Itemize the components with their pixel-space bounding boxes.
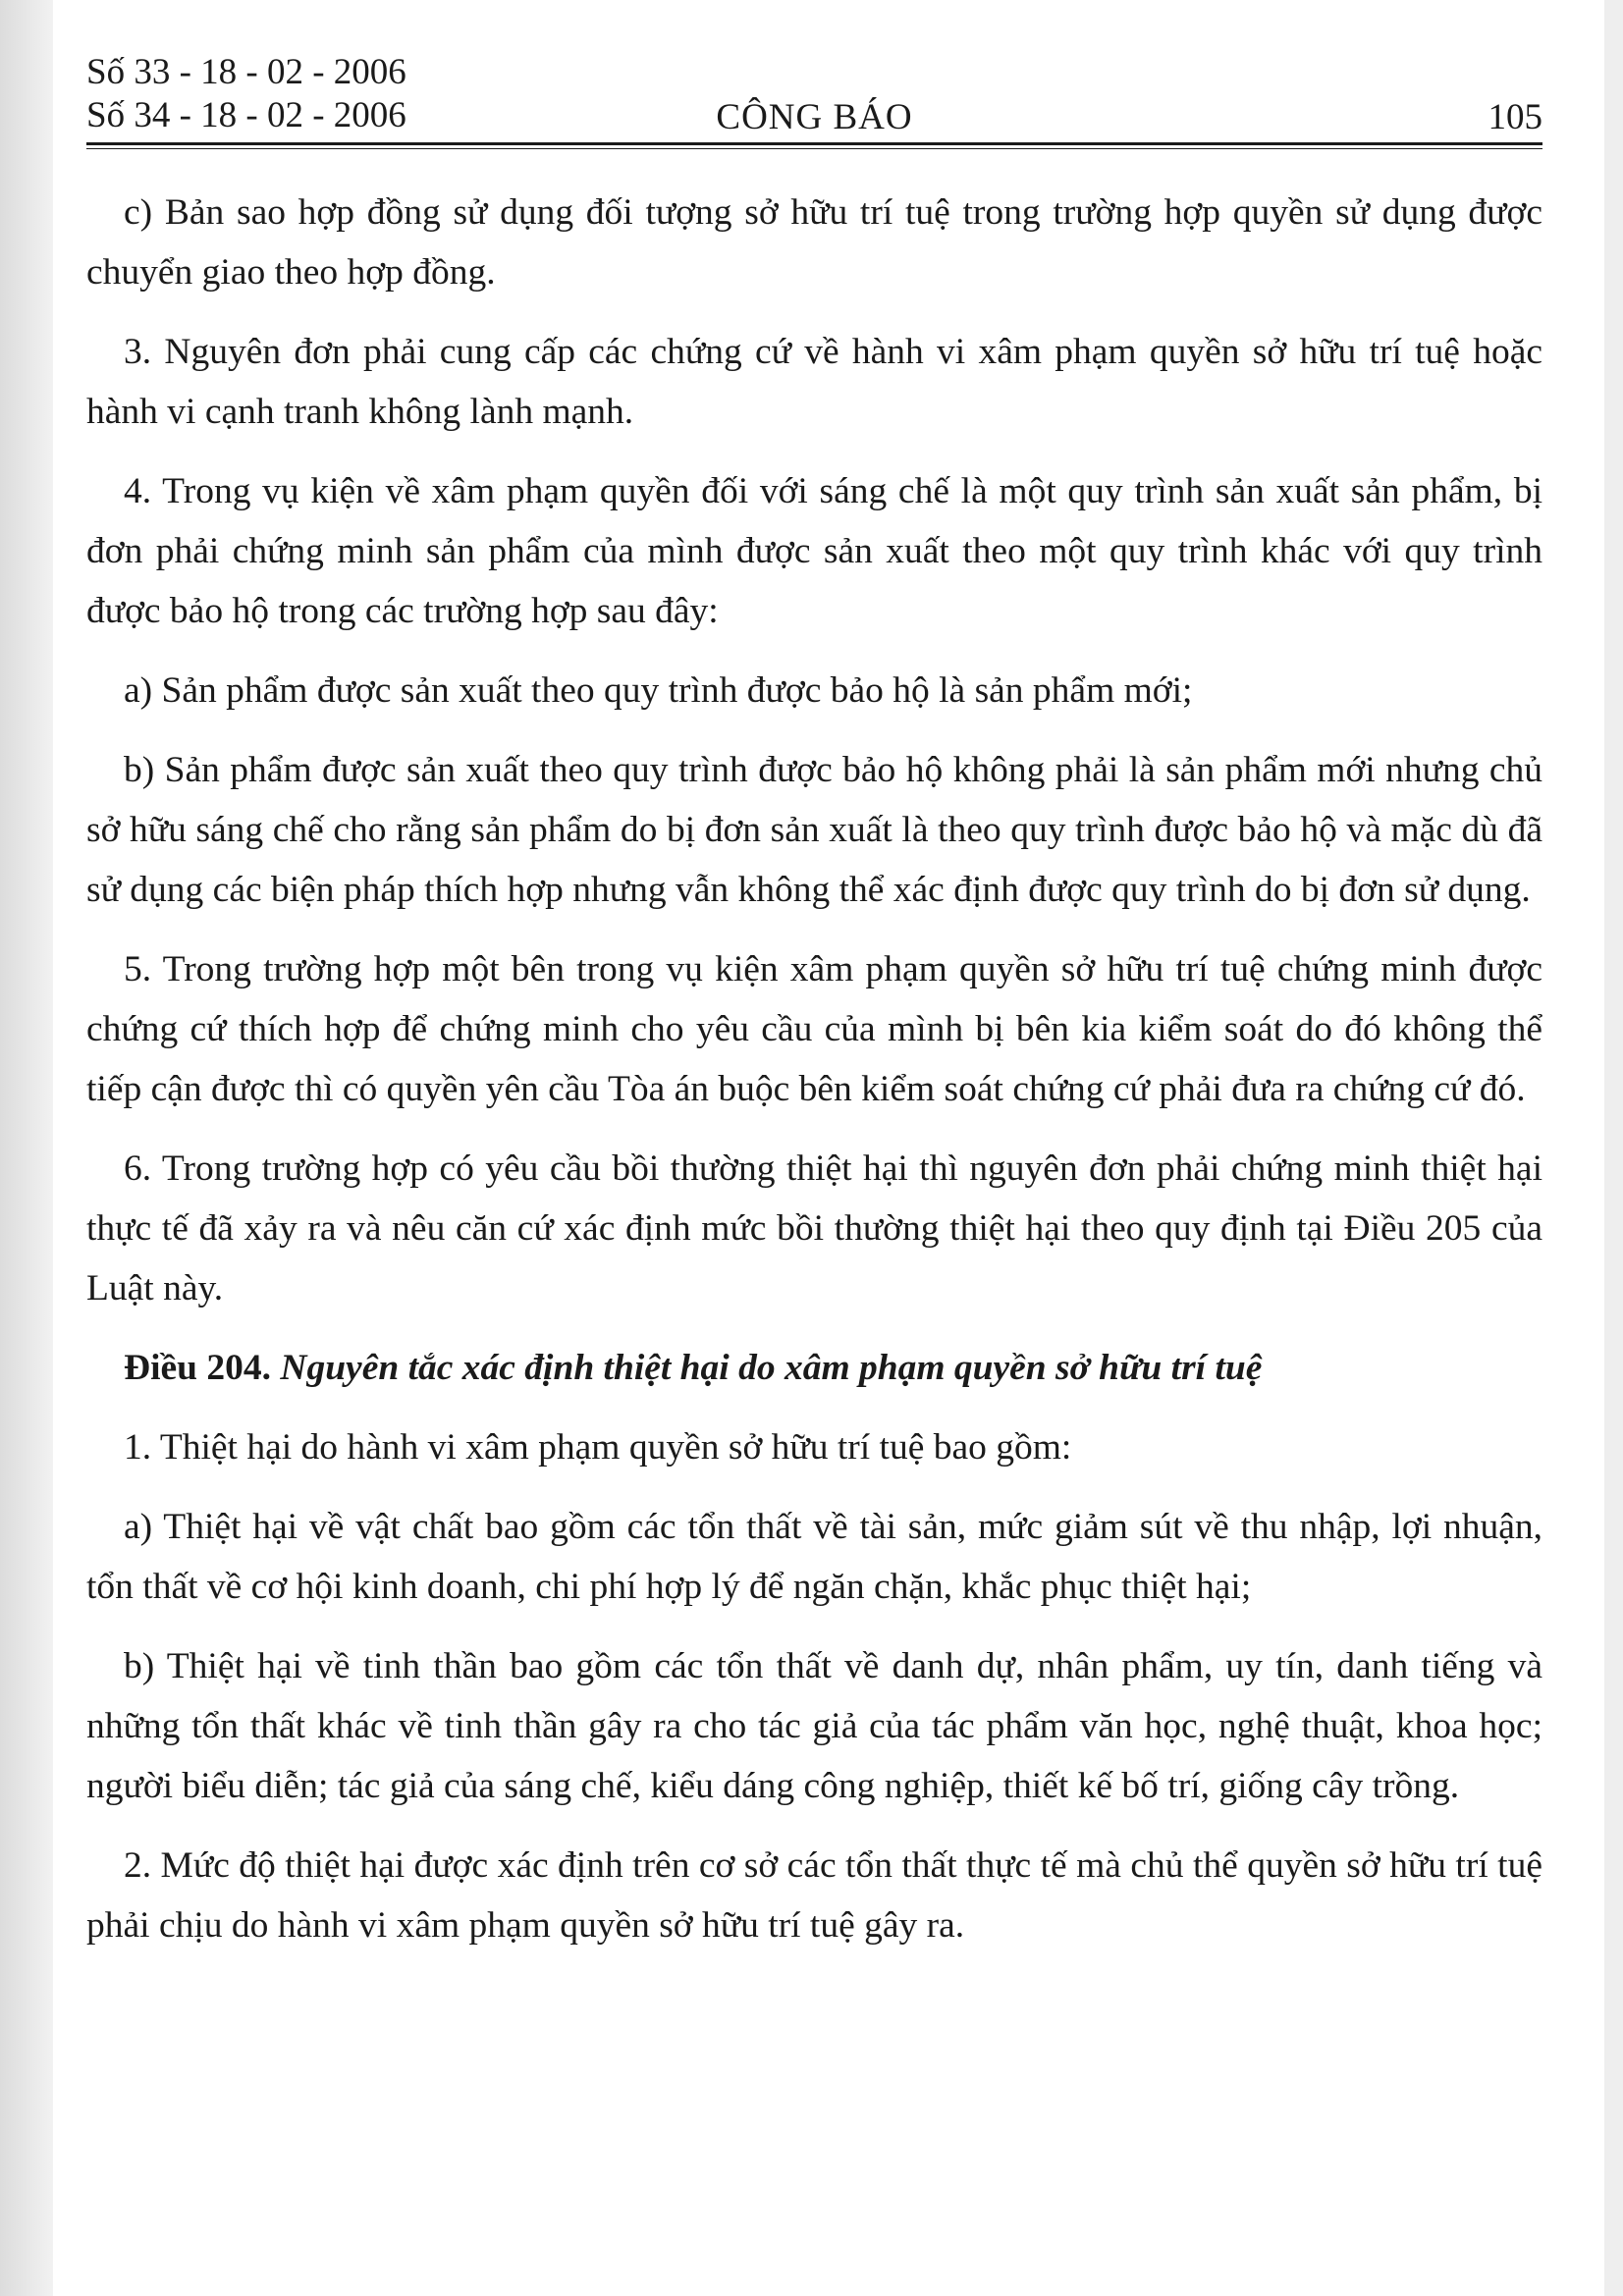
- document-body: [86, 183, 1542, 1975]
- issue-number-line-2: Số 34 - 18 - 02 - 2006: [86, 95, 406, 135]
- article-heading: [86, 1338, 1542, 1398]
- article-number: Điều 204.: [124, 1348, 271, 1388]
- page-number: 105: [1488, 97, 1542, 137]
- article-paragraph-1: 1. Thiệt hại do hành vi xâm phạm quyền sở hữu trí tuệ bao gồm:: [124, 1427, 1072, 1468]
- article-paragraph-1a: a) Thiệt hại về vật chất bao gồm các tổn thất về tài sản, mức giảm sút về thu nhập, lợi nhuận, tổn thất về cơ hội kinh doanh, chi phí hợp lý để ngăn chặn, khắc phục thiệt hại;: [86, 1507, 1542, 1607]
- header-divider-thick: [86, 142, 1542, 145]
- paragraph-clause-3: 3. Nguyên đơn phải cung cấp các chứng cứ về hành vi xâm phạm quyền sở hữu trí tuệ hoặc hành vi cạnh tranh không lành mạnh.: [86, 332, 1542, 432]
- issue-number-line-1: Số 33 - 18 - 02 - 2006: [86, 52, 406, 92]
- article-paragraph-2: 2. Mức độ thiệt hại được xác định trên cơ sở các tổn thất thực tế mà chủ thể quyền sở hữu trí tuệ phải chịu do hành vi xâm phạm quyền sở hữu trí tuệ gây ra.: [86, 1845, 1542, 1946]
- journal-name: CÔNG BÁO: [716, 97, 913, 137]
- paragraph-clause-4a: a) Sản phẩm được sản xuất theo quy trình được bảo hộ là sản phẩm mới;: [124, 670, 1193, 711]
- paragraph-clause-6: 6. Trong trường hợp có yêu cầu bồi thường thiệt hại thì nguyên đơn phải chứng minh thiệt hại thực tế đã xảy ra và nêu căn cứ xác định mức bồi thường thiệt hại theo quy định tại Điều 205 của Luật này.: [86, 1148, 1542, 1308]
- paragraph-clause-5: 5. Trong trường hợp một bên trong vụ kiện xâm phạm quyền sở hữu trí tuệ chứng minh được chứng cứ thích hợp để chứng minh cho yêu cầu của mình bị bên kia kiểm soát do đó không thể tiếp cận được thì có quyền yên cầu Tòa án buộc bên kiểm soát chứng cứ phải đưa ra chứng cứ đó.: [86, 949, 1542, 1109]
- header-divider-thin: [86, 148, 1542, 149]
- page-header: [86, 47, 1542, 145]
- article-title: Nguyên tắc xác định thiệt hại do xâm phạm quyền sở hữu trí tuệ: [280, 1348, 1263, 1388]
- scan-page-edge: [0, 0, 53, 2296]
- article-paragraph-1b: b) Thiệt hại về tinh thần bao gồm các tổn thất về danh dự, nhân phẩm, uy tín, danh tiếng và những tổn thất khác về tinh thần gây ra cho tác giả của tác phẩm văn học, nghệ thuật, khoa học; người biểu diễn; tác giả của sáng chế, kiểu dáng công nghiệp, thiết kế bố trí, giống cây trồng.: [86, 1646, 1542, 1806]
- paragraph-clause-c: c) Bản sao hợp đồng sử dụng đối tượng sở hữu trí tuệ trong trường hợp quyền sử dụng được chuyển giao theo hợp đồng.: [86, 192, 1542, 293]
- paragraph-clause-4b: b) Sản phẩm được sản xuất theo quy trình được bảo hộ không phải là sản phẩm mới nhưng chủ sở hữu sáng chế cho rằng sản phẩm do bị đơn sản xuất là theo quy trình được bảo hộ và mặc dù đã sử dụng các biện pháp thích hợp nhưng vẫn không thể xác định được quy trình do bị đơn sử dụng.: [86, 750, 1542, 910]
- paragraph-clause-4: 4. Trong vụ kiện về xâm phạm quyền đối với sáng chế là một quy trình sản xuất sản phẩm, bị đơn phải chứng minh sản phẩm của mình được sản xuất theo một quy trình khác với quy trình được bảo hộ trong các trường hợp sau đây:: [86, 471, 1542, 631]
